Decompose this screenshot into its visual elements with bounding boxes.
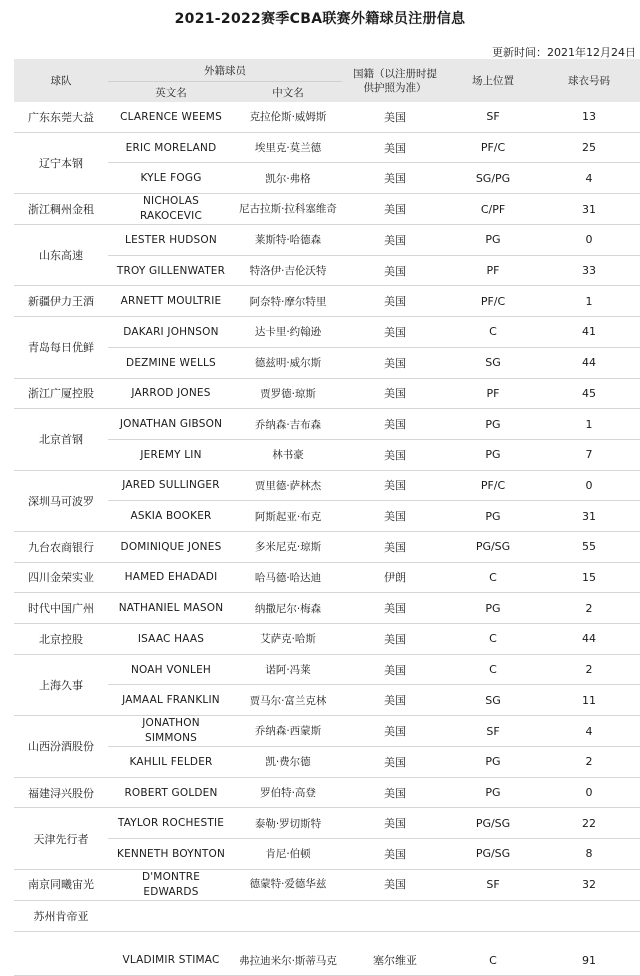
nationality-cell: 美国: [342, 102, 448, 132]
english-name-cell: KENNETH BOYNTON: [108, 839, 234, 870]
position-cell: SF: [448, 102, 538, 132]
nationality-cell: 塞尔维亚: [342, 946, 448, 976]
english-name-cell: ARNETT MOULTRIE: [108, 286, 234, 317]
header-nationality: 国籍（以注册时提供护照为准）: [342, 59, 448, 102]
jersey-number-cell: 33: [538, 255, 640, 286]
table-row: [14, 225, 640, 256]
nationality-cell: 美国: [342, 531, 448, 562]
table-row: [14, 163, 640, 194]
table-row: [14, 562, 640, 593]
chinese-name-cell: 达卡里·约翰逊: [234, 317, 342, 348]
update-time: 更新时间：2021年12月24日: [492, 46, 636, 59]
chinese-name-cell: 德兹明·威尔斯: [234, 347, 342, 378]
nationality-cell: 美国: [342, 808, 448, 839]
nationality-cell: 美国: [342, 501, 448, 532]
position-cell: SG/PG: [448, 163, 538, 194]
position-cell: PG/SG: [448, 531, 538, 562]
english-name-cell: ASKIA BOOKER: [108, 501, 234, 532]
nationality-cell: 美国: [342, 654, 448, 685]
table-row: [14, 347, 640, 378]
position-cell: PF/C: [448, 132, 538, 163]
chinese-name-cell: 尼古拉斯·拉科塞维奇: [234, 194, 342, 225]
nationality-cell: 美国: [342, 163, 448, 194]
nationality-cell: 美国: [342, 839, 448, 870]
nationality-cell: 伊朗: [342, 562, 448, 593]
english-name-cell: NICHOLAS RAKOCEVIC: [108, 194, 234, 225]
position-cell: C: [448, 562, 538, 593]
document-title: 2021-2022赛季CBA联赛外籍球员注册信息: [174, 11, 466, 27]
english-name-cell: KAHLIL FELDER: [108, 747, 234, 778]
team-name-cell: 广东东莞大益: [14, 102, 108, 132]
header-chinese-name: 中文名: [234, 82, 342, 103]
position-cell: C: [448, 946, 538, 976]
position-cell: [448, 900, 538, 931]
jersey-number-cell: 11: [538, 685, 640, 716]
chinese-name-cell: 阿斯起亚·布克: [234, 501, 342, 532]
team-name-cell: 深圳马可波罗: [14, 470, 108, 531]
nationality-cell: 美国: [342, 716, 448, 747]
jersey-number-cell: 31: [538, 194, 640, 225]
table-row: [14, 747, 640, 778]
position-cell: PF/C: [448, 286, 538, 317]
jersey-number-cell: 44: [538, 624, 640, 655]
header-team: 球队: [14, 59, 108, 102]
jersey-number-cell: 0: [538, 777, 640, 808]
english-name-cell: TROY GILLENWATER: [108, 255, 234, 286]
team-name-cell: 南京同曦宙光: [14, 869, 108, 900]
position-cell: SF: [448, 869, 538, 900]
position-cell: C: [448, 654, 538, 685]
nationality-cell: 美国: [342, 255, 448, 286]
table-row: [14, 194, 640, 225]
english-name-cell: JEREMY LIN: [108, 439, 234, 470]
position-cell: PG: [448, 225, 538, 256]
table-row: [14, 869, 640, 900]
table-row: [14, 439, 640, 470]
nationality-cell: 美国: [342, 593, 448, 624]
table-row: [14, 624, 640, 655]
english-name-cell: [108, 900, 234, 931]
team-name-cell: [14, 946, 108, 976]
english-name-cell: HAMED EHADADI: [108, 562, 234, 593]
english-name-cell: JARED SULLINGER: [108, 470, 234, 501]
chinese-name-cell: 泰勒·罗切斯特: [234, 808, 342, 839]
position-cell: PG: [448, 777, 538, 808]
nationality-cell: 美国: [342, 869, 448, 900]
nationality-cell: 美国: [342, 747, 448, 778]
chinese-name-cell: 艾萨克·哈斯: [234, 624, 342, 655]
english-name-cell: ROBERT GOLDEN: [108, 777, 234, 808]
position-cell: SG: [448, 685, 538, 716]
position-cell: PG: [448, 593, 538, 624]
english-name-cell: JARROD JONES: [108, 378, 234, 409]
jersey-number-cell: 41: [538, 317, 640, 348]
jersey-number-cell: 15: [538, 562, 640, 593]
table-row: [14, 286, 640, 317]
team-name-cell: 山西汾酒股份: [14, 716, 108, 778]
jersey-number-cell: 22: [538, 808, 640, 839]
jersey-number-cell: 0: [538, 470, 640, 501]
nationality-cell: 美国: [342, 132, 448, 163]
english-name-cell: JONATHAN GIBSON: [108, 409, 234, 440]
team-name-cell: 浙江广厦控股: [14, 378, 108, 409]
jersey-number-cell: 2: [538, 654, 640, 685]
jersey-number-cell: 2: [538, 593, 640, 624]
jersey-number-cell: 0: [538, 225, 640, 256]
team-name-cell: 时代中国广州: [14, 593, 108, 624]
table-row: [14, 470, 640, 501]
chinese-name-cell: 弗拉迪米尔·斯蒂马克: [234, 946, 342, 976]
table-row: [14, 839, 640, 870]
chinese-name-cell: 阿奈特·摩尔特里: [234, 286, 342, 317]
table-gap-row: [14, 931, 640, 946]
chinese-name-cell: 哈马德·哈达迪: [234, 562, 342, 593]
position-cell: PG/SG: [448, 808, 538, 839]
english-name-cell: D'MONTRE EDWARDS: [108, 869, 234, 900]
chinese-name-cell: 肯尼·伯顿: [234, 839, 342, 870]
english-name-cell: VLADIMIR STIMAC: [108, 946, 234, 976]
jersey-number-cell: 8: [538, 839, 640, 870]
table-body: [14, 102, 640, 976]
english-name-cell: JAMAAL FRANKLIN: [108, 685, 234, 716]
nationality-cell: 美国: [342, 624, 448, 655]
team-name-cell: 辽宁本钢: [14, 132, 108, 193]
english-name-cell: DEZMINE WELLS: [108, 347, 234, 378]
chinese-name-cell: 罗伯特·高登: [234, 777, 342, 808]
registration-table: [14, 59, 640, 976]
nationality-cell: 美国: [342, 409, 448, 440]
team-name-cell: 苏州肯帝亚: [14, 900, 108, 931]
team-name-cell: 福建浔兴股份: [14, 777, 108, 808]
nationality-cell: 美国: [342, 439, 448, 470]
nationality-cell: 美国: [342, 378, 448, 409]
nationality-cell: 美国: [342, 470, 448, 501]
jersey-number-cell: 4: [538, 716, 640, 747]
gap-cell: [14, 931, 640, 946]
table-row: [14, 409, 640, 440]
header-position: 场上位置: [448, 59, 538, 102]
table-row: [14, 317, 640, 348]
position-cell: PG: [448, 439, 538, 470]
chinese-name-cell: 埃里克·莫兰德: [234, 132, 342, 163]
table-row: [14, 501, 640, 532]
jersey-number-cell: 55: [538, 531, 640, 562]
chinese-name-cell: 克拉伦斯·威姆斯: [234, 102, 342, 132]
english-name-cell: ISAAC HAAS: [108, 624, 234, 655]
nationality-cell: 美国: [342, 194, 448, 225]
table-row: [14, 685, 640, 716]
chinese-name-cell: 凯·费尔德: [234, 747, 342, 778]
nationality-cell: 美国: [342, 225, 448, 256]
english-name-cell: TAYLOR ROCHESTIE: [108, 808, 234, 839]
jersey-number-cell: 32: [538, 869, 640, 900]
header-foreign-player: 外籍球员: [108, 59, 342, 82]
jersey-number-cell: 1: [538, 286, 640, 317]
team-name-cell: 天津先行者: [14, 808, 108, 869]
english-name-cell: LESTER HUDSON: [108, 225, 234, 256]
nationality-cell: [342, 900, 448, 931]
english-name-cell: ERIC MORELAND: [108, 132, 234, 163]
chinese-name-cell: 贾罗德·琼斯: [234, 378, 342, 409]
table-row: [14, 777, 640, 808]
nationality-cell: 美国: [342, 685, 448, 716]
table-row: [14, 255, 640, 286]
team-name-cell: 上海久事: [14, 654, 108, 715]
jersey-number-cell: 91: [538, 946, 640, 976]
position-cell: PF: [448, 255, 538, 286]
table-row: [14, 716, 640, 747]
jersey-number-cell: 4: [538, 163, 640, 194]
table-row: [14, 378, 640, 409]
table-row-partial: [14, 946, 640, 976]
table-row: [14, 132, 640, 163]
position-cell: C: [448, 624, 538, 655]
nationality-cell: 美国: [342, 317, 448, 348]
english-name-cell: NATHANIEL MASON: [108, 593, 234, 624]
table-row: [14, 593, 640, 624]
english-name-cell: JONATHON SIMMONS: [108, 716, 234, 747]
team-name-cell: 北京首钢: [14, 409, 108, 470]
jersey-number-cell: 45: [538, 378, 640, 409]
jersey-number-cell: 7: [538, 439, 640, 470]
position-cell: PG/SG: [448, 839, 538, 870]
chinese-name-cell: 乔纳森·西蒙斯: [234, 716, 342, 747]
team-name-cell: 青岛每日优鲜: [14, 317, 108, 378]
nationality-cell: 美国: [342, 347, 448, 378]
chinese-name-cell: 特洛伊·吉伦沃特: [234, 255, 342, 286]
english-name-cell: DOMINIQUE JONES: [108, 531, 234, 562]
chinese-name-cell: 多米尼克·琼斯: [234, 531, 342, 562]
team-name-cell: 北京控股: [14, 624, 108, 655]
english-name-cell: NOAH VONLEH: [108, 654, 234, 685]
jersey-number-cell: 44: [538, 347, 640, 378]
header-jersey: 球衣号码: [538, 59, 640, 102]
english-name-cell: DAKARI JOHNSON: [108, 317, 234, 348]
position-cell: PG: [448, 501, 538, 532]
header-english-name: 英文名: [108, 82, 234, 103]
chinese-name-cell: [234, 900, 342, 931]
table-row: [14, 531, 640, 562]
team-name-cell: 新疆伊力王酒: [14, 286, 108, 317]
chinese-name-cell: 贾马尔·富兰克林: [234, 685, 342, 716]
team-name-cell: 四川金荣实业: [14, 562, 108, 593]
chinese-name-cell: 纳撒尼尔·梅森: [234, 593, 342, 624]
chinese-name-cell: 林书豪: [234, 439, 342, 470]
chinese-name-cell: 莱斯特·哈德森: [234, 225, 342, 256]
jersey-number-cell: 13: [538, 102, 640, 132]
jersey-number-cell: 2: [538, 747, 640, 778]
position-cell: PF/C: [448, 470, 538, 501]
jersey-number-cell: 31: [538, 501, 640, 532]
nationality-cell: 美国: [342, 777, 448, 808]
chinese-name-cell: 诺阿·冯莱: [234, 654, 342, 685]
position-cell: SG: [448, 347, 538, 378]
table-row: [14, 654, 640, 685]
chinese-name-cell: 德蒙特·爱德华兹: [234, 869, 342, 900]
team-name-cell: 九台农商银行: [14, 531, 108, 562]
nationality-cell: 美国: [342, 286, 448, 317]
table-row: [14, 808, 640, 839]
position-cell: C/PF: [448, 194, 538, 225]
team-name-cell: 山东高速: [14, 225, 108, 286]
chinese-name-cell: 乔纳森·吉布森: [234, 409, 342, 440]
position-cell: PG: [448, 747, 538, 778]
table-row: [14, 900, 640, 931]
table-row: [14, 102, 640, 132]
jersey-number-cell: 1: [538, 409, 640, 440]
chinese-name-cell: 凯尔·弗格: [234, 163, 342, 194]
english-name-cell: CLARENCE WEEMS: [108, 102, 234, 132]
jersey-number-cell: 25: [538, 132, 640, 163]
position-cell: PF: [448, 378, 538, 409]
position-cell: C: [448, 317, 538, 348]
position-cell: SF: [448, 716, 538, 747]
english-name-cell: KYLE FOGG: [108, 163, 234, 194]
jersey-number-cell: [538, 900, 640, 931]
chinese-name-cell: 贾里德·萨林杰: [234, 470, 342, 501]
team-name-cell: 浙江稠州金租: [14, 194, 108, 225]
position-cell: PG: [448, 409, 538, 440]
